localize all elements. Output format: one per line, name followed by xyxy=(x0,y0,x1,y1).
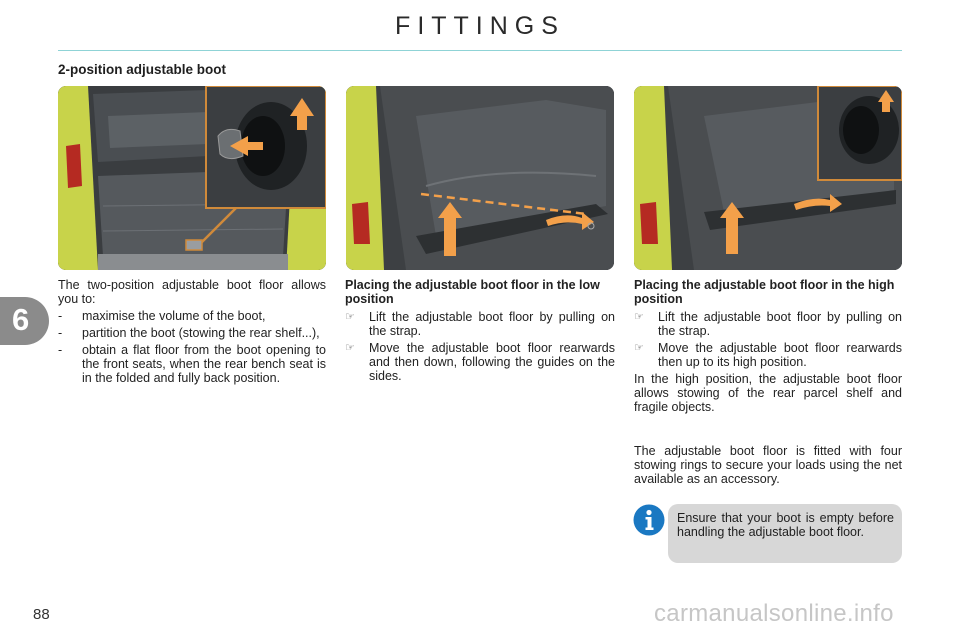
step-text: Lift the adjustable boot floor by pulling on the strap. xyxy=(369,310,615,338)
intro-text: The two-position adjustable boot floor allows you to: xyxy=(58,278,326,306)
list-item xyxy=(58,343,326,385)
info-note-text: Ensure that your boot is empty before handling the adjustable boot floor. xyxy=(677,511,894,539)
stowing-rings-text: The adjustable boot floor is fitted with four stowing rings to secure your loads using the net available as an accessory. xyxy=(634,444,902,486)
low-position-column xyxy=(345,278,615,383)
instruction-step xyxy=(345,341,615,383)
list-item xyxy=(58,326,326,340)
list-item-text: partition the boot (stowing the rear shelf...), xyxy=(82,326,320,340)
pointing-hand-icon: ☞ xyxy=(634,311,644,323)
dash-marker: - xyxy=(58,326,63,340)
section-title: 2-position adjustable boot xyxy=(58,62,226,77)
step-text: Lift the adjustable boot floor by pulling on the strap. xyxy=(658,310,902,338)
pointing-hand-icon: ☞ xyxy=(634,342,644,354)
list-item-text: maximise the volume of the boot, xyxy=(82,309,266,323)
dash-marker: - xyxy=(58,309,63,323)
instruction-step xyxy=(345,310,615,338)
list-item xyxy=(58,309,326,323)
step-text: Move the adjustable boot floor rearwards then up to its high position. xyxy=(658,341,902,369)
page-number: 88 xyxy=(33,606,50,623)
info-icon xyxy=(633,504,665,536)
info-note-box xyxy=(668,504,902,563)
low-position-illustration xyxy=(346,86,614,270)
intro-column xyxy=(58,278,326,385)
chapter-tab xyxy=(0,297,49,345)
high-position-note: In the high position, the adjustable boot floor allows stowing of the rear parcel shelf and fragile objects. xyxy=(634,372,902,414)
chapter-number: 6 xyxy=(12,302,30,337)
pointing-hand-icon: ☞ xyxy=(345,311,355,323)
high-position-column xyxy=(634,278,902,486)
step-text: Move the adjustable boot floor rearwards and then down, following the guides on the sides. xyxy=(369,341,615,383)
low-position-heading: Placing the adjustable boot floor in the low position xyxy=(345,278,600,306)
high-position-illustration xyxy=(634,86,902,270)
page-title: FITTINGS xyxy=(395,12,565,40)
dash-marker: - xyxy=(58,343,63,357)
instruction-step xyxy=(634,310,902,338)
high-position-heading: Placing the adjustable boot floor in the high position xyxy=(634,278,895,306)
header-divider xyxy=(58,50,902,51)
boot-overview-illustration xyxy=(58,86,326,270)
pointing-hand-icon: ☞ xyxy=(345,342,355,354)
watermark: carmanualsonline.info xyxy=(654,600,894,627)
instruction-step xyxy=(634,341,902,369)
list-item-text: obtain a flat floor from the boot opening to the front seats, when the rear bench seat is in the folded and fully back position. xyxy=(82,343,326,385)
